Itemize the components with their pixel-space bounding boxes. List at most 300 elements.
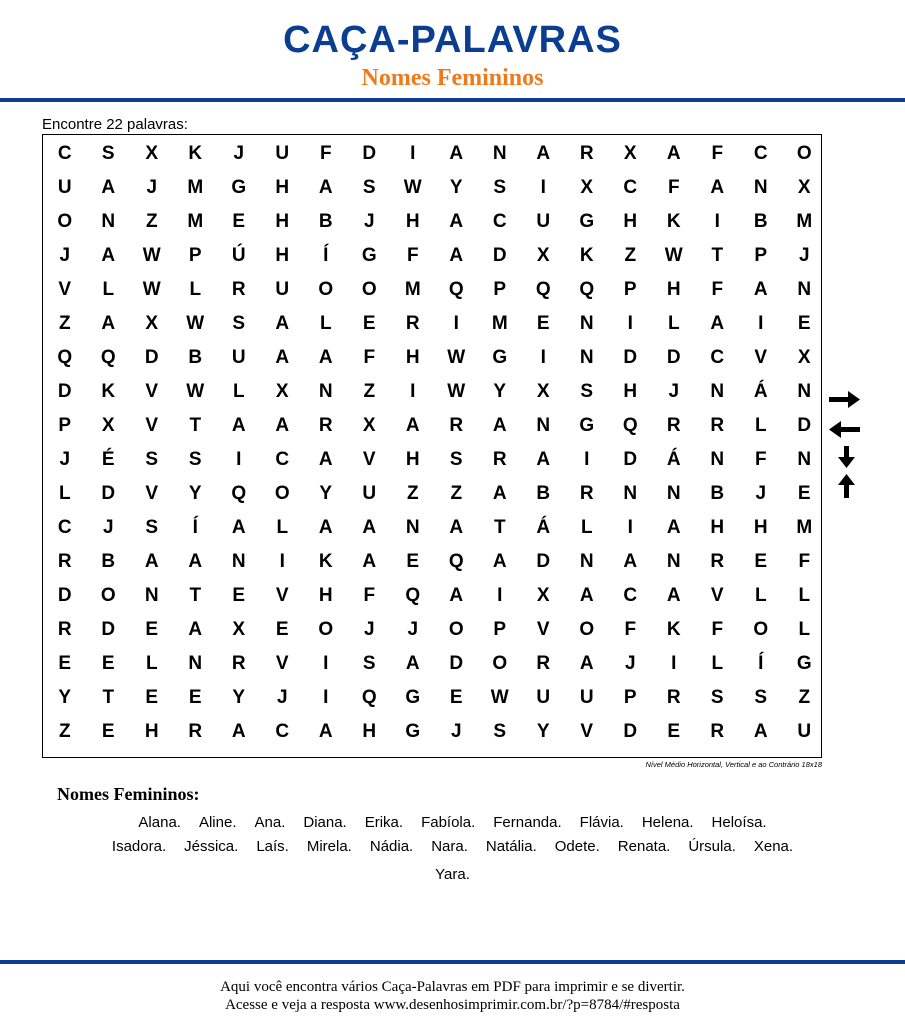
grid-letter: R [57, 551, 72, 572]
grid-letter: R [579, 483, 594, 504]
grid-letter: X [275, 381, 289, 402]
grid-letter: V [145, 483, 159, 504]
grid-letter: A [449, 211, 464, 232]
grid-letter: E [536, 313, 550, 334]
grid-letter: C [623, 585, 638, 606]
word-list-item: Yara. [435, 866, 470, 883]
grid-letter: D [492, 245, 507, 266]
word-list-item: Heloísa. [711, 814, 767, 831]
grid-letter: S [580, 381, 594, 402]
grid-letter: I [540, 347, 546, 368]
grid-letter: N [710, 381, 725, 402]
grid-letter: N [623, 483, 638, 504]
grid-letter: A [492, 415, 507, 436]
grid-letter: P [188, 245, 202, 266]
grid-letter: F [798, 551, 811, 572]
grid-letter: N [536, 415, 551, 436]
grid-letter: G [492, 347, 508, 368]
grid-letter: D [536, 551, 551, 572]
grid-letter: A [101, 313, 116, 334]
grid-letter: L [276, 517, 289, 538]
grid-letter: Á [666, 449, 681, 470]
grid-letter: H [666, 279, 681, 300]
grid-letter: L [798, 619, 811, 640]
grid-letter: M [404, 279, 421, 300]
grid-letter: P [58, 415, 72, 436]
grid-letter: E [145, 687, 159, 708]
grid-letter: M [796, 211, 813, 232]
grid-letter: K [188, 143, 203, 164]
grid-letter: A [623, 551, 638, 572]
word-list-line [0, 838, 905, 855]
grid-letter: N [579, 551, 594, 572]
grid-letter: P [754, 245, 768, 266]
grid-letter: I [410, 143, 416, 164]
grid-letter: U [362, 483, 377, 504]
grid-letter: O [57, 211, 73, 232]
grid-letter: R [492, 449, 507, 470]
grid-letter: A [666, 143, 681, 164]
grid-letter: B [318, 211, 333, 232]
grid-letter: H [318, 585, 333, 606]
grid-letter: K [579, 245, 594, 266]
grid-letter: N [797, 449, 812, 470]
grid-letter: V [145, 381, 159, 402]
grid-letter: Z [798, 687, 811, 708]
grid-letter: Q [622, 415, 638, 436]
grid-letter: C [753, 143, 768, 164]
grid-letter: O [492, 653, 508, 674]
grid-letter: F [319, 143, 332, 164]
grid-letter: S [232, 313, 246, 334]
grid-letter: A [449, 517, 464, 538]
grid-letter: K [318, 551, 333, 572]
grid-letter: C [275, 449, 290, 470]
grid-letter: R [318, 415, 333, 436]
grid-letter: F [363, 585, 376, 606]
grid-letter: Q [579, 279, 595, 300]
grid-letter: H [275, 211, 290, 232]
grid-letter: H [623, 381, 638, 402]
grid-letter: L [319, 313, 332, 334]
grid-letter: X [536, 245, 550, 266]
grid-letter: E [797, 483, 811, 504]
grid-letter: G [796, 653, 812, 674]
grid-letter: T [189, 415, 202, 436]
grid-letter: U [536, 211, 551, 232]
grid-letter: Q [535, 279, 551, 300]
grid-letter: X [145, 313, 159, 334]
grid-letter: E [449, 687, 463, 708]
grid-letter: J [233, 143, 245, 164]
grid-letter: G [579, 211, 595, 232]
grid-letter: E [101, 721, 115, 742]
grid-letter: B [188, 347, 203, 368]
grid-letter: J [668, 381, 680, 402]
grid-letter: G [405, 687, 421, 708]
grid-letter: I [453, 313, 459, 334]
grid-letter: W [142, 279, 161, 300]
grid-letter: L [667, 313, 680, 334]
grid-letter: E [145, 619, 159, 640]
grid-letter: Z [450, 483, 463, 504]
grid-letter: S [449, 449, 463, 470]
grid-letter: Y [58, 687, 72, 708]
grid-letter: I [758, 313, 764, 334]
grid-letter: W [490, 687, 509, 708]
grid-letter: S [362, 653, 376, 674]
grid-letter: A [449, 585, 464, 606]
word-list-item: Fernanda. [493, 814, 562, 831]
grid-letter: R [710, 415, 725, 436]
grid-letter: N [797, 381, 812, 402]
grid-letter: Á [753, 381, 768, 402]
grid-letter: R [579, 143, 594, 164]
grid-letter: N [231, 551, 246, 572]
grid-letter: L [232, 381, 245, 402]
grid-letter: A [666, 585, 681, 606]
word-list-item: Nádia. [369, 838, 414, 855]
word-list-item: Helena. [641, 814, 694, 831]
word-list-item: Erika. [364, 814, 404, 831]
grid-letter: Y [188, 483, 202, 504]
grid-letter: A [710, 313, 725, 334]
grid-letter: W [403, 177, 422, 198]
grid-letter: V [536, 619, 550, 640]
word-list-item: Ana. [254, 814, 286, 831]
grid-letter: A [275, 313, 290, 334]
grid-letter: F [754, 449, 767, 470]
grid-letter: J [59, 449, 71, 470]
grid-letter: S [493, 177, 507, 198]
word-list-line [0, 814, 905, 831]
grid-letter: E [797, 313, 811, 334]
grid-letter: A [492, 551, 507, 572]
grid-letter: W [186, 313, 205, 334]
grid-letter: R [231, 653, 246, 674]
grid-letter: L [189, 279, 202, 300]
grid-letter: Z [58, 313, 71, 334]
grid-letter: O [100, 585, 116, 606]
grid-letter: S [188, 449, 202, 470]
grid-letter: I [627, 517, 633, 538]
grid-letter: Z [406, 483, 419, 504]
grid-letter: L [754, 415, 767, 436]
arrow-left-icon [829, 421, 860, 438]
grid-letter: J [59, 245, 71, 266]
grid-letter: A [362, 551, 377, 572]
grid-letter: N [579, 313, 594, 334]
grid-letter: A [188, 619, 203, 640]
word-list-item: Xena. [753, 838, 794, 855]
grid-letter: P [623, 279, 637, 300]
grid-letter: Y [319, 483, 333, 504]
grid-letter: L [58, 483, 71, 504]
grid-letter: T [102, 687, 115, 708]
grid-letter: B [710, 483, 725, 504]
grid-letter: M [796, 517, 813, 538]
grid-letter: A [318, 449, 333, 470]
grid-letter: I [497, 585, 503, 606]
bottom-divider [0, 960, 905, 964]
grid-letter: N [492, 143, 507, 164]
grid-letter: I [236, 449, 242, 470]
grid-letter: A [666, 517, 681, 538]
grid-letter: R [188, 721, 203, 742]
footer-line-2: Acesse e veja a resposta www.desenhosimprimir.com.br/?p=8784/#resposta [225, 997, 680, 1013]
grid-letter: L [102, 279, 115, 300]
grid-letter: J [624, 653, 636, 674]
grid-letter: I [279, 551, 285, 572]
grid-letter: Q [405, 585, 421, 606]
grid-letter: A [231, 415, 246, 436]
grid-letter: V [58, 279, 72, 300]
grid-letter: C [57, 143, 72, 164]
grid-letter: Á [536, 517, 551, 538]
grid-letter: A [318, 177, 333, 198]
grid-letter: S [101, 143, 115, 164]
grid-letter: D [623, 721, 638, 742]
grid-letter: É [101, 449, 115, 470]
grid-letter: A [405, 653, 420, 674]
grid-letter: V [275, 653, 289, 674]
grid-letter: R [666, 415, 681, 436]
grid-letter: G [361, 245, 377, 266]
grid-letter: R [666, 687, 681, 708]
grid-letter: Y [493, 381, 507, 402]
grid-letter: A [536, 143, 551, 164]
grid-letter: X [797, 347, 811, 368]
grid-letter: O [318, 279, 334, 300]
footer-line-1: Aqui você encontra vários Caça-Palavras em PDF para imprimir e se divertir. [220, 979, 685, 995]
grid-letter: W [664, 245, 683, 266]
grid-letter: S [145, 517, 159, 538]
grid-letter: E [275, 619, 289, 640]
grid-letter: C [275, 721, 290, 742]
grid-letter: X [101, 415, 115, 436]
grid-letter: O [318, 619, 334, 640]
grid-letter: O [361, 279, 377, 300]
grid-letter: B [101, 551, 116, 572]
grid-letter: E [667, 721, 681, 742]
grid-letter: T [711, 245, 724, 266]
grid-letter: N [318, 381, 333, 402]
grid-letter: A [275, 415, 290, 436]
arrow-down-icon [838, 446, 855, 468]
grid-letter: Q [448, 551, 464, 572]
grid-letter: M [187, 177, 204, 198]
grid-letter: J [450, 721, 462, 742]
grid-letter: E [232, 585, 246, 606]
grid-letter: X [362, 415, 376, 436]
grid-letter: U [579, 687, 594, 708]
grid-letter: X [623, 143, 637, 164]
grid-letter: A [318, 721, 333, 742]
grid-letter: L [145, 653, 158, 674]
word-list-item: Úrsula. [688, 838, 736, 855]
grid-letter: F [363, 347, 376, 368]
grid-letter: E [362, 313, 376, 334]
grid-letter: Q [100, 347, 116, 368]
grid-letter: E [754, 551, 768, 572]
grid-letter: R [57, 619, 72, 640]
grid-letter: H [144, 721, 159, 742]
grid-letter: N [797, 279, 812, 300]
grid-letter: H [362, 721, 377, 742]
grid-letter: N [579, 347, 594, 368]
grid-letter: D [101, 483, 116, 504]
grid-letter: Q [361, 687, 377, 708]
grid-letter: L [580, 517, 593, 538]
grid-letter: I [540, 177, 546, 198]
grid-letter: A [144, 551, 159, 572]
grid-letter: X [536, 381, 550, 402]
grid-letter: D [797, 415, 812, 436]
grid-letter: N [753, 177, 768, 198]
grid-letter: Í [192, 517, 198, 538]
word-list-item: Isadora. [111, 838, 167, 855]
grid-letter: P [493, 279, 507, 300]
grid-letter: Z [624, 245, 637, 266]
grid-letter: E [406, 551, 420, 572]
grid-letter: R [536, 653, 551, 674]
grid-letter: J [755, 483, 767, 504]
word-list-item: Diana. [303, 814, 347, 831]
grid-letter: V [145, 415, 159, 436]
grid-letter: A [275, 347, 290, 368]
word-search-grid [42, 134, 822, 758]
grid-letter: R [710, 551, 725, 572]
grid-letter: D [666, 347, 681, 368]
grid-letter: I [627, 313, 633, 334]
arrow-up-icon [838, 474, 855, 498]
direction-arrows [826, 388, 866, 503]
grid-letter: W [447, 347, 466, 368]
grid-letter: S [493, 721, 507, 742]
grid-letter: F [667, 177, 680, 198]
grid-letter: T [493, 517, 506, 538]
grid-letter: Í [758, 653, 764, 674]
grid-letter: E [58, 653, 72, 674]
grid-letter: U [57, 177, 72, 198]
grid-letter: I [323, 687, 329, 708]
grid-letter: D [623, 449, 638, 470]
word-list-item: Laís. [256, 838, 289, 855]
grid-letter: D [449, 653, 464, 674]
grid-letter: V [754, 347, 768, 368]
grid-letter: O [448, 619, 464, 640]
grid-letter: G [405, 721, 421, 742]
grid-letter: R [231, 279, 246, 300]
grid-letter: B [753, 211, 768, 232]
grid-letter: V [580, 721, 594, 742]
word-list-title: Nomes Femininos: [57, 784, 200, 804]
grid-letter: D [57, 381, 72, 402]
grid-letter: M [491, 313, 508, 334]
grid-letter: C [623, 177, 638, 198]
grid-letter: S [362, 177, 376, 198]
grid-letter: M [187, 211, 204, 232]
grid-letter: X [536, 585, 550, 606]
word-list-item: Odete. [554, 838, 600, 855]
grid-letter: F [624, 619, 637, 640]
grid-letter: C [57, 517, 72, 538]
grid-letter: F [711, 619, 724, 640]
word-list-item: Fabíola. [421, 814, 476, 831]
grid-letter: A [536, 449, 551, 470]
grid-letter: O [796, 143, 812, 164]
grid-letter: D [623, 347, 638, 368]
page-subtitle: Nomes Femininos [361, 65, 544, 91]
grid-letter: U [797, 721, 812, 742]
grid-letter: R [449, 415, 464, 436]
grid-letter: D [101, 619, 116, 640]
grid-letter: X [580, 177, 594, 198]
grid-letter: A [188, 551, 203, 572]
grid-letter: Z [363, 381, 376, 402]
grid-letter: A [101, 177, 116, 198]
word-list-item: Natália. [485, 838, 537, 855]
grid-letter: A [579, 585, 594, 606]
grid-letter: I [410, 381, 416, 402]
grid-letter: K [666, 211, 681, 232]
grid-letter: G [579, 415, 595, 436]
word-list-item: Alana. [138, 814, 181, 831]
word-list-item: Nara. [431, 838, 468, 855]
grid-letter: B [536, 483, 551, 504]
grid-letter: H [623, 211, 638, 232]
grid-letter: N [666, 551, 681, 572]
grid-letter: A [753, 279, 768, 300]
page-title: CAÇA-PALAVRAS [283, 19, 622, 61]
grid-letter: H [275, 245, 290, 266]
grid-letter: D [57, 585, 72, 606]
grid-letter: Y [449, 177, 463, 198]
grid-letter: Í [323, 245, 329, 266]
grid-letter: P [623, 687, 637, 708]
grid-letter: R [405, 313, 420, 334]
grid-letter: D [144, 347, 159, 368]
grid-letter: X [145, 143, 159, 164]
grid-letter: E [101, 653, 115, 674]
grid-letter: E [188, 687, 202, 708]
grid-letter: Z [145, 211, 158, 232]
grid-letter: N [144, 585, 159, 606]
grid-letter: A [231, 721, 246, 742]
grid-letter: O [753, 619, 769, 640]
grid-letter: Q [57, 347, 73, 368]
grid-letter: A [753, 721, 768, 742]
grid-letter: Ú [231, 245, 246, 266]
grid-letter: A [710, 177, 725, 198]
grid-letter: O [274, 483, 290, 504]
grid-letter: P [493, 619, 507, 640]
grid-letter: V [362, 449, 376, 470]
grid-letter: V [275, 585, 289, 606]
grid-letter: F [711, 279, 724, 300]
grid-letter: I [714, 211, 720, 232]
grid-letter: N [710, 449, 725, 470]
grid-letter: J [363, 619, 375, 640]
grid-letter: C [492, 211, 507, 232]
grid-letter: A [318, 347, 333, 368]
grid-letter: W [142, 245, 161, 266]
grid-letter: C [710, 347, 725, 368]
word-list-line [0, 866, 905, 883]
grid-letter: V [710, 585, 724, 606]
grid-letter: A [318, 517, 333, 538]
grid-letter: A [101, 245, 116, 266]
